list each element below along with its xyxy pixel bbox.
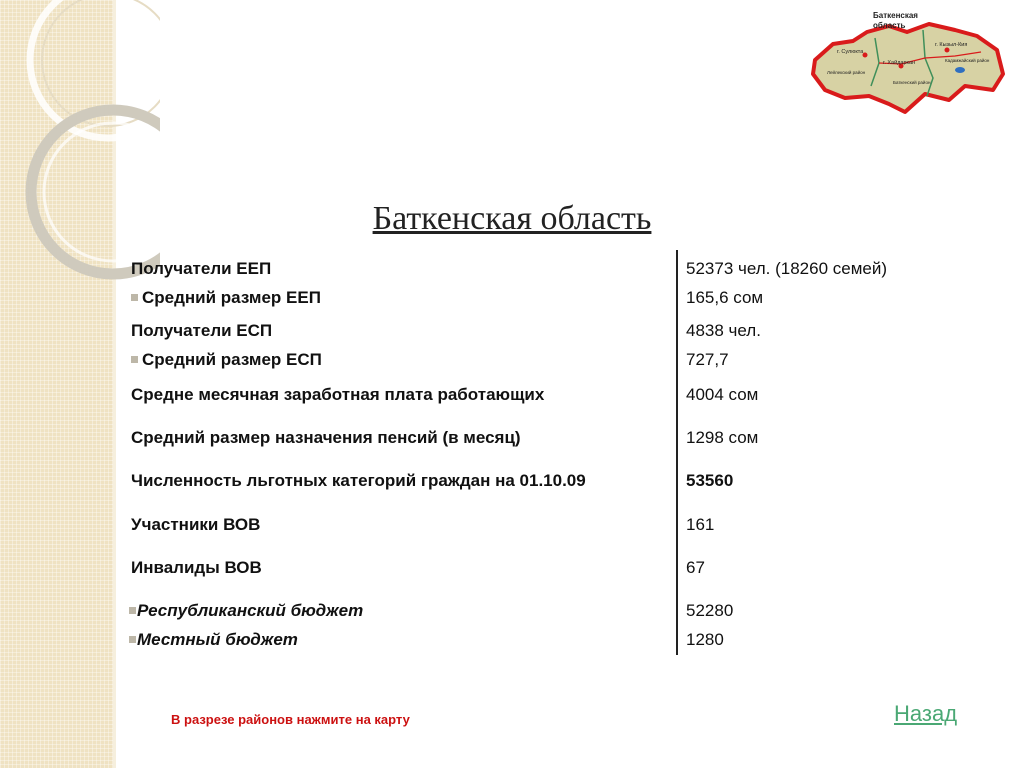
row-label: Средний размер назначения пенсий (в месяц)	[131, 428, 521, 447]
row-label: Средне месячная заработная плата работающих	[131, 385, 545, 404]
row-value: 1280	[686, 630, 724, 649]
row-label: Получатели ЕСП	[131, 321, 273, 340]
map-label-sulukta: г. Сулюкта	[837, 49, 864, 55]
map-label-khaidarkan: г. Хайдаркан	[883, 60, 916, 66]
bullet-square-icon	[131, 294, 138, 301]
row-label: Республиканский бюджет	[137, 601, 364, 620]
map-hint-note: В разрезе районов нажмите на карту	[171, 712, 410, 727]
row-value: 1298 сом	[686, 428, 759, 447]
row-value: 52373 чел. (18260 семей)	[686, 259, 888, 278]
map-title-line1: Баткенская	[873, 11, 918, 20]
row-value: 4838 чел.	[686, 321, 761, 340]
map-label-leilek: Лейлекский район	[827, 70, 866, 75]
row-label: Средний размер ЕСП	[142, 350, 322, 369]
bullet-square-icon	[129, 636, 136, 643]
row-label: Инвалиды ВОВ	[131, 558, 262, 577]
map-title-line2: область	[873, 21, 906, 30]
row-value: 67	[686, 558, 705, 577]
page-title: Баткенская область	[372, 200, 652, 237]
stats-table	[125, 250, 985, 655]
map-label-kadamjai: Кадамжайский район	[945, 58, 990, 63]
row-value: 53560	[686, 471, 734, 490]
region-map[interactable]	[805, 8, 1010, 120]
map-label-kyzyl-kiya: г. Кызыл-Кия	[935, 42, 968, 48]
row-label: Численность льготных категорий граждан на 01.10.09	[131, 471, 586, 490]
row-label: Местный бюджет	[137, 630, 298, 649]
row-value: 165,6 сом	[686, 288, 764, 307]
bullet-square-icon	[129, 607, 136, 614]
row-value: 161	[686, 515, 715, 534]
back-link[interactable]: Назад	[894, 701, 958, 726]
row-label: Получатели ЕЕП	[131, 259, 272, 278]
map-label-batken: Баткенский район	[893, 80, 931, 85]
row-value: 727,7	[686, 350, 729, 369]
row-value: 52280	[686, 601, 734, 620]
bullet-square-icon	[131, 356, 138, 363]
region-map-graphic	[805, 8, 1010, 120]
row-label: Средний размер ЕЕП	[142, 288, 321, 307]
column-divider	[676, 250, 678, 655]
row-value: 4004 сом	[686, 385, 759, 404]
row-label: Участники ВОВ	[131, 515, 261, 534]
